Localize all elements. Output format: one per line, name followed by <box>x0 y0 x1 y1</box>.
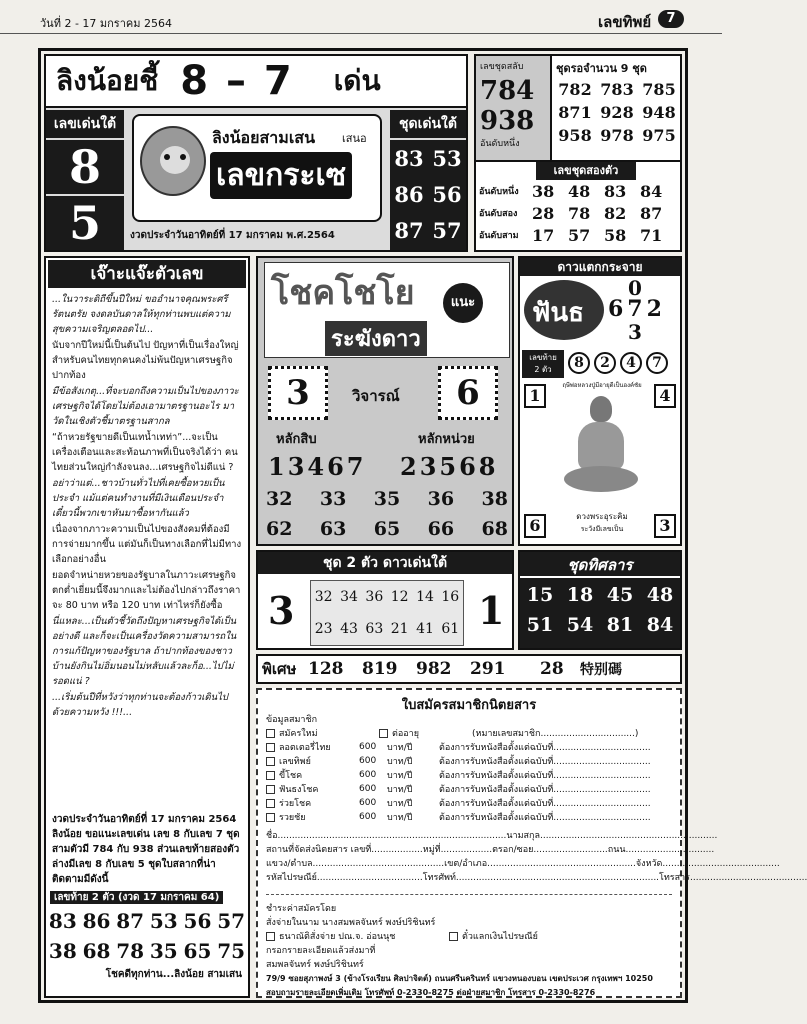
two-value: 58 <box>604 225 627 245</box>
wait-value: 782 <box>558 80 592 99</box>
lucky-box <box>476 56 552 160</box>
star-digit-top: 0 <box>628 276 642 300</box>
row-price: 600 <box>359 784 377 794</box>
tail-value: 87 <box>116 909 145 933</box>
star-logo-box <box>524 280 604 340</box>
star-caption-bottom: ดวงพระอุระคิม <box>576 512 628 521</box>
logo-suffix: เสนอ <box>342 132 367 145</box>
headline <box>46 56 466 108</box>
row-price: 600 <box>359 798 377 808</box>
grid-value: 68 <box>481 518 508 540</box>
row-checkbox[interactable] <box>266 785 275 794</box>
row-name: ลอตเตอรี่ไทย <box>279 743 331 753</box>
wait-value: 948 <box>642 103 676 122</box>
article-summary: งวดประจำวันอาทิตย์ที่ 17 มกราคม 2564 ลิงน้อย ขอแนะเลขเด่น เลข 8 กับเลข 7 ชุดสามตัวมี 784 กับ 938 ส่วนเลขท้ายสองตัวล่างมีเลข 8 กับเลข 5 ชุดใบสลากที่น่าติดตามมีดังนี้ <box>52 814 240 885</box>
star-tail-digit: 8 <box>568 352 590 374</box>
wait-value: 783 <box>600 80 634 99</box>
corner-br: 3 <box>654 514 676 538</box>
wait-value: 928 <box>600 103 634 122</box>
member-number-field[interactable]: (หมายเลขสมาชิก.................................) <box>472 729 639 739</box>
star-tail-digits <box>568 352 668 374</box>
logo-sub: เลขกระเซ <box>210 152 352 199</box>
address-line: 79/9 ซอยสุภาพงษ์ 3 (ข้างโรงเรียน ศิลปาจิตต์) ถนนศรีนครินทร์ แขวงหนองบอน เขตประเวศ กรุงเทพฯ 10250 <box>266 973 653 983</box>
wait-value: 975 <box>642 126 676 145</box>
row-name: รวยชัย <box>279 813 306 823</box>
row-checkbox[interactable] <box>266 771 275 780</box>
tens-label: หลักสิบ <box>276 432 317 447</box>
row-note[interactable]: ต้องการรับหนังสือตั้งแต่ฉบับที่.................................. <box>439 771 651 781</box>
form-row <box>266 768 672 782</box>
form-rows <box>266 740 672 824</box>
banner-badge: แนะ <box>443 283 483 323</box>
form-row <box>266 740 672 754</box>
two-value: 78 <box>568 203 591 223</box>
address-field[interactable]: สถานที่จัดส่งนิตยสาร เลขที่..................หมู่ที่..................ตรอก/ซอย..........................ถนน............................... <box>266 845 715 855</box>
contact-name: สมพลจันทร์ พงษ์ปริชินทร์ <box>266 960 364 970</box>
lucky-value: 54 <box>566 614 594 636</box>
row-note[interactable]: ต้องการรับหนังสือตั้งแต่ฉบับที่.................................. <box>439 785 651 795</box>
corner-bl: 6 <box>524 514 546 538</box>
money-order-checkbox[interactable] <box>266 932 275 941</box>
wait-value: 958 <box>558 126 592 145</box>
form-member-label <box>266 712 672 726</box>
article-paragraph: มีข้อสังเกตุ...ที่จะบอกถึงความเป็นไปของภาวะเศรษฐกิจได้โดยไม่ต้องเอามาตรฐานอะไร มาวัดในเชิงตัวชี้มาตรฐานสากล <box>52 386 239 427</box>
two-value: 28 <box>532 203 555 223</box>
article-title: เจ๊าะแจ๊ะตัวเลข <box>48 260 246 288</box>
set-label: ชุดเด่นใต้ <box>390 110 466 138</box>
special-value: 128 <box>308 659 344 679</box>
star-digit-bot: 3 <box>628 320 642 344</box>
set-row <box>390 176 466 212</box>
lucky-value: 84 <box>646 614 674 636</box>
lucky-number-a: 784 <box>480 76 535 106</box>
article-column <box>44 256 250 998</box>
header-brand: เลขทิพย์ <box>598 13 652 31</box>
form-row <box>266 796 672 810</box>
grid-value: 38 <box>481 488 508 510</box>
rank-label: อันดับหนึ่ง <box>480 139 520 149</box>
two-value: 82 <box>604 203 627 223</box>
grid-value: 65 <box>373 518 401 540</box>
article-paragraph: นี่แหละ...เป็นตัวชี้วัดถึงปัญหาเศรษฐกิจได้เป็นอย่างดี และก็จะเป็นเครื่องวัดความสามารถในการแก้ปัญหาของรัฐบาล ถ้าปากท้องของชาวบ้านยังกินไม่อิ่มนอนไม่หลับแล้วละก็อ...ไปไม่รอดแน่ ? <box>52 616 237 687</box>
row-note[interactable]: ต้องการรับหนังสือตั้งแต่ฉบับที่.................................. <box>439 799 651 809</box>
wait-box <box>554 56 680 160</box>
row-price: 600 <box>359 812 377 822</box>
two-row-label: อันดับหนึ่ง <box>479 187 519 197</box>
lead-number-1: 8 <box>46 140 124 194</box>
phone-line: สอบถามรายละเอียดเพิ่มเติม โทรศัพท์ 0-2330-8275 ต่อฝ่ายสมาชิก โทรสาร 0-2330-8276 <box>266 987 596 997</box>
star-tail-label <box>522 350 564 378</box>
lucky-value: 81 <box>606 614 634 636</box>
wait-value: 785 <box>642 80 676 99</box>
grid-row <box>266 518 508 540</box>
header-date: วันที่ 2 - 17 มกราคม 2564 <box>40 17 172 30</box>
wait-row <box>554 126 680 145</box>
tail-value: 86 <box>82 909 111 933</box>
monkey-icon <box>140 126 206 196</box>
set-value: 56 <box>432 181 462 207</box>
wait-value: 978 <box>600 126 634 145</box>
row-unit: บาท/ปี <box>387 771 413 781</box>
name-field[interactable]: ชื่อ................................................................................นามสกุล.............................................................. <box>266 831 718 841</box>
wait-row <box>554 103 680 122</box>
pair-left: 3 <box>268 588 295 633</box>
logo-title: ลิงน้อยสามเสน <box>212 128 316 147</box>
article-paragraph: ยอดจำหน่ายหวยของรัฐบาลในภาวะเศรษฐกิจตกต่ำเยี่ยมนี้จึงมากและไม่ต้องไปกล่าวถึงราคาจะ 80 บาท หรือ 120 บาท เท่าไหร่ก็ยังซื้อ <box>52 570 241 611</box>
star-panel <box>518 256 682 546</box>
row-checkbox[interactable] <box>266 743 275 752</box>
tail-label-text: เลขท้าย 2 ตัว (งวด 17 มกราคม 64) <box>50 891 223 904</box>
article-paragraph: ...เริ่มต้นปีที่หวังว่าทุกท่านจะต้องก้าวเดินไปด้วยความหวัง !!!... <box>52 692 228 718</box>
pair-value: 43 <box>340 621 358 637</box>
special-value: 982 <box>416 659 452 679</box>
star-caption-bottom2: ระวังมีเลขเป็น <box>580 525 624 533</box>
pair-title: ชุด 2 ตัว ดาวเด่นใต้ <box>258 552 512 574</box>
two-value: 71 <box>640 225 663 245</box>
lead-number-2: 5 <box>46 196 124 250</box>
pair-value: 36 <box>365 589 384 605</box>
star-caption-top: ฤษีพ่อหลวงปู่มีอายุดีเป็นองค์ชัย <box>562 382 642 389</box>
pay-options <box>266 929 672 943</box>
pair-value: 32 <box>314 589 333 605</box>
tail-value: 38 <box>48 939 77 963</box>
lucky-value: 18 <box>566 584 594 606</box>
page-header <box>0 0 722 34</box>
pay-to: สั่งจ่ายในนาม นางสมพลจันทร์ พงษ์ปริชินทร์ <box>266 918 436 928</box>
tens-digits: 13467 <box>268 452 367 481</box>
pair-value: 21 <box>390 621 409 637</box>
lucky-value: 48 <box>646 584 674 606</box>
tail-value: 35 <box>149 939 178 963</box>
special-tag: 特别碼 <box>580 662 622 678</box>
district-field[interactable]: แขวง/ตำบล..............................................เขต/อำเภอ....................................................จังหวัด......................................... <box>266 859 780 869</box>
grid-value: 36 <box>427 488 455 510</box>
tail-value: 78 <box>116 939 145 963</box>
tail-value: 56 <box>183 909 212 933</box>
mid-banner <box>264 262 510 358</box>
units-label: หลักหน่วย <box>418 432 475 447</box>
two-value: 17 <box>532 225 555 245</box>
digit-left <box>268 366 328 420</box>
two-value: 83 <box>604 181 627 201</box>
corner-tl: 1 <box>524 384 546 408</box>
grid-value: 62 <box>266 518 293 540</box>
row-price: 600 <box>359 770 377 780</box>
row-unit: บาท/ปี <box>387 799 413 809</box>
lucky-value: 15 <box>526 584 554 606</box>
lucky-label: เลขชุดสลับ <box>480 62 524 72</box>
grid-value: 35 <box>373 488 401 510</box>
grid-value: 32 <box>266 488 293 510</box>
pay-label: ชำระค่าสมัครโดย <box>266 904 337 914</box>
tail-row <box>46 939 248 963</box>
subscription-form <box>256 688 807 998</box>
special-label: พิเศษ <box>262 660 297 678</box>
new-label: สมัครใหม่ <box>279 729 318 739</box>
headline-number: 8 – 7 <box>180 58 294 104</box>
row-name: ขี้โชค <box>279 771 303 781</box>
article-sign: โชคดีทุกท่าน...ลิงน้อย สามเสน <box>105 969 242 980</box>
digit-label: วิจารณ์ <box>352 387 400 405</box>
pair-value: 61 <box>441 621 460 637</box>
star-tail-label-2: 2 ตัว <box>534 365 552 374</box>
article-paragraph: ...ในวาระดิถีขึ้นปีใหม่ ขออำนาจคุณพระศรีรัตนตรัย จงดลบันดาลให้ทุกท่านพบแต่ความสุขความเจริญตลอดไป... <box>52 294 231 335</box>
pay-bank: ธนาณัติสั่งจ่าย ปณ.จ. อ่อนนุช <box>279 932 396 942</box>
row-price: 600 <box>359 756 377 766</box>
mid-panel <box>256 256 514 546</box>
two-label: เลขชุดสองตัว <box>536 162 636 180</box>
tail-label <box>50 890 244 905</box>
star-title: ดาวแตกกระจาย <box>520 258 680 276</box>
article-paragraph: อย่าว่าแต่...ชาวบ้านทั่วไปที่เคยซื้อหวยเป็นประจำ แม้แต่คนทำงานที่มีเงินเดือนประจำ เดี๋ยวนี้พวกเขาหันมาซื้อหากันแล้ว <box>52 478 225 519</box>
pay-stamp: ตั๋วแลกเงินไปรษณีย์ <box>462 932 538 942</box>
stamp-checkbox[interactable] <box>449 932 458 941</box>
set-value: 83 <box>394 145 424 171</box>
two-row <box>476 202 680 224</box>
row-checkbox[interactable] <box>266 799 275 808</box>
pair-row <box>311 613 463 645</box>
row-name: ร่วยโชค <box>279 799 312 809</box>
pair-right: 1 <box>478 588 505 633</box>
two-value: 87 <box>640 203 663 223</box>
two-row-label: อันดับสอง <box>479 209 518 219</box>
wait-value: 871 <box>558 103 592 122</box>
form-member-label-text: ข้อมูลสมาชิก <box>266 715 318 725</box>
article-paragraph: เนื่องจากภาวะความเป็นไปของสังคมที่ต้องมีการจ่ายมากขึ้น แต่มันก็เป็นทางเลือกที่ไม่มีทางเลือกอย่างอื่น <box>52 524 242 565</box>
row-checkbox[interactable] <box>266 813 275 822</box>
tail-value: 57 <box>217 909 246 933</box>
star-digit-mid: 672 <box>608 296 666 322</box>
form-row <box>266 810 672 824</box>
set-value: 87 <box>394 217 424 243</box>
lucky-row <box>520 584 680 606</box>
grid-row <box>266 488 508 510</box>
lead-label: เลขเด่นใต้ <box>46 110 124 138</box>
lucky-number-b: 938 <box>480 106 535 136</box>
tail-value: 75 <box>217 939 246 963</box>
row-checkbox[interactable] <box>266 757 275 766</box>
article-paragraph: “ถ้าหวยรัฐขายดีเป็นเทน้ำเทท่า”...จะเป็นเครื่องเตือนและสะท้อนภาพที่เป็นจริงได้ว่า คนไทยส่วนใหญ่กำลังจนลง...เศรษฐกิจไม่ดีแน่ ? <box>52 432 238 473</box>
monk-figure-icon <box>560 396 642 504</box>
form-row <box>266 754 672 768</box>
star-tail-digit: 2 <box>594 352 616 374</box>
pair-value: 41 <box>416 621 434 637</box>
row-name: เลขทิพย์ <box>279 757 311 767</box>
grid-value: 66 <box>427 518 455 540</box>
article-paragraph: นับจากปีใหม่นี้เป็นต้นไป ปัญหาที่เป็นเรื่องใหญ่สำหรับคนไทยทุกคนคงไม่พ้นปัญหาเศรษฐกิจปากท้อง <box>52 340 239 381</box>
digit-right <box>438 366 498 420</box>
banner-title: โชคโชโย <box>271 273 415 313</box>
headline-right: เด่น <box>333 64 381 97</box>
payment-box <box>266 894 672 999</box>
right-top-panel <box>474 54 682 252</box>
special-value: 291 <box>470 659 506 679</box>
star-tail-digit: 7 <box>646 352 668 374</box>
renew-checkbox[interactable] <box>379 729 388 738</box>
lead-panel <box>44 54 468 252</box>
tail-row <box>46 909 248 933</box>
grid-value: 33 <box>319 488 347 510</box>
contact-label: กรอกรายละเอียดแล้วส่งมาที่ <box>266 946 376 956</box>
row-note[interactable]: ต้องการรับหนังสือตั้งแต่ฉบับที่.................................. <box>439 757 651 767</box>
pair-value: 23 <box>314 621 333 637</box>
form-type-row <box>266 726 672 740</box>
set-row <box>390 140 466 176</box>
lucky-value: 51 <box>526 614 554 636</box>
headline-left: ลิงน้อยชี้ <box>56 64 159 97</box>
star-tail-digit: 4 <box>620 352 642 374</box>
article-body <box>46 290 248 810</box>
pair-value: 16 <box>441 589 460 605</box>
logo-box <box>132 114 382 222</box>
row-unit: บาท/ปี <box>387 757 413 767</box>
tail-value: 53 <box>149 909 178 933</box>
special-line <box>256 654 682 684</box>
banner-sub: ระฆังดาว <box>325 321 427 356</box>
special-extra: 28 <box>540 659 564 679</box>
lucky-row <box>520 614 680 636</box>
draw-date: งวดประจำวันอาทิตย์ที่ 17 มกราคม พ.ศ.2564 <box>130 230 335 241</box>
two-value: 84 <box>640 181 663 201</box>
lucky-value: 45 <box>606 584 634 606</box>
wait-label: ชุดรอจำนวน 9 ชุด <box>556 62 647 75</box>
set-value: 57 <box>432 217 462 243</box>
units-digits: 23568 <box>400 452 499 481</box>
pair-value: 14 <box>416 589 434 605</box>
two-value: 38 <box>532 181 555 201</box>
row-unit: บาท/ปี <box>387 785 413 795</box>
two-value: 57 <box>568 225 591 245</box>
pair-value: 34 <box>340 589 358 605</box>
two-box <box>476 160 680 250</box>
lucky-panel <box>518 550 682 650</box>
row-note[interactable]: ต้องการรับหนังสือตั้งแต่ฉบับที่.................................. <box>439 743 651 753</box>
star-tail-label-1: เลขท้าย <box>529 353 557 362</box>
two-row <box>476 224 680 246</box>
new-checkbox[interactable] <box>266 729 275 738</box>
corner-tr: 4 <box>654 384 676 408</box>
renew-label: ต่ออายุ <box>392 729 419 739</box>
form-row <box>266 782 672 796</box>
two-row-label: อันดับสาม <box>479 231 519 241</box>
two-value: 48 <box>568 181 591 201</box>
set-value: 53 <box>432 145 462 171</box>
row-price: 600 <box>359 742 377 752</box>
set-list <box>390 140 466 250</box>
pair-panel <box>256 550 514 650</box>
page-number: 7 <box>658 10 684 28</box>
set-row <box>390 212 466 248</box>
tail-value: 68 <box>82 939 111 963</box>
grid-value: 63 <box>319 518 347 540</box>
set-value: 86 <box>394 181 424 207</box>
pair-value: 63 <box>365 621 384 637</box>
row-unit: บาท/ปี <box>387 743 413 753</box>
row-note[interactable]: ต้องการรับหนังสือตั้งแต่ฉบับที่.................................. <box>439 813 651 823</box>
digit-right-value: 6 <box>456 373 480 413</box>
tail-value: 83 <box>48 909 77 933</box>
pair-value: 12 <box>390 589 409 605</box>
digit-left-value: 3 <box>286 373 310 413</box>
two-row <box>476 180 680 202</box>
form-title: ใบสมัครสมาชิกนิตยสาร <box>401 698 537 713</box>
pair-row <box>311 581 463 613</box>
tail-value: 65 <box>183 939 212 963</box>
wait-row <box>554 80 680 99</box>
special-value: 819 <box>362 659 398 679</box>
row-unit: บาท/ปี <box>387 813 413 823</box>
star-logo: ฟันธ <box>532 298 585 328</box>
postal-field[interactable]: รหัสไปรษณีย์.....................................โทรศัพท์.......................................................................โทรสาร......................................... <box>266 873 807 883</box>
row-name: ฟันธงโชค <box>279 785 319 795</box>
pair-grid <box>310 580 464 646</box>
lucky-title: ชุดทิศลาร <box>520 552 680 578</box>
